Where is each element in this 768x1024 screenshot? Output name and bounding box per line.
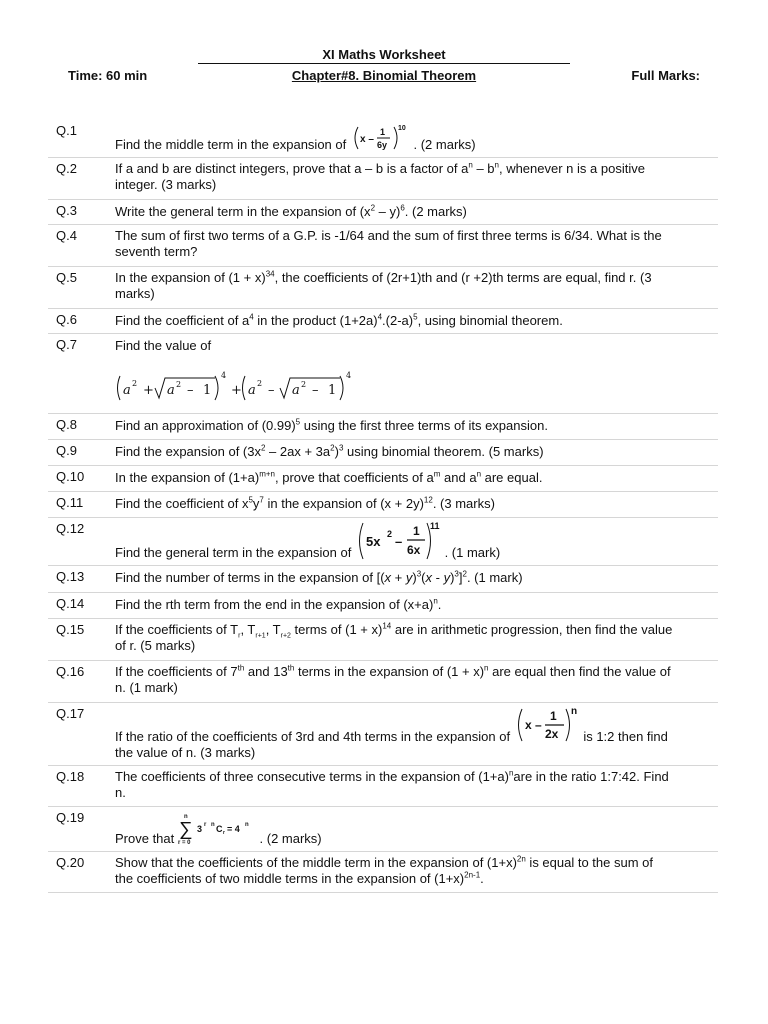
question-number: Q.7 bbox=[56, 337, 77, 352]
svg-text:4: 4 bbox=[346, 371, 352, 380]
question-number: Q.4 bbox=[56, 228, 77, 243]
svg-text:6x: 6x bbox=[406, 543, 421, 557]
question-text: Find the rth term from the end in the expansion of $(x+a)^n$. bbox=[115, 596, 442, 612]
question-number: Q.20 bbox=[56, 855, 85, 870]
title-rule bbox=[198, 63, 570, 64]
question-number: Q.9 bbox=[56, 443, 77, 458]
question-number: Q.5 bbox=[56, 270, 77, 285]
svg-text:n: n bbox=[210, 822, 215, 828]
svg-text:–: – bbox=[312, 383, 319, 398]
questions-table bbox=[48, 120, 718, 893]
question-text: The coefficients of three consecutive terms in the expansion of $(1+a)^nare$ in the ratio 1:7:42. Find n. bbox=[115, 768, 669, 800]
question-text: If the coefficients of $T_r$, $T_{r+1}$, $T_{r+2}$ terms of $(1 + x)^{14}$ are in arithmetic progression, then find the value of r. (5 marks) bbox=[115, 621, 673, 653]
svg-text:2: 2 bbox=[301, 380, 307, 389]
question-row bbox=[48, 414, 718, 440]
svg-text:2: 2 bbox=[257, 379, 263, 388]
q7-expression bbox=[115, 366, 355, 406]
svg-text:r = 0: r = 0 bbox=[177, 840, 191, 846]
svg-text:n: n bbox=[244, 822, 249, 828]
question-text: Find the general term in the expansion of 5x 2 – 1 6x 11 . (1 mark) bbox=[115, 521, 501, 560]
question-number: Q.2 bbox=[56, 161, 77, 176]
question-number: Q.8 bbox=[56, 417, 77, 432]
svg-text:2: 2 bbox=[132, 379, 138, 388]
svg-text:a: a bbox=[167, 383, 175, 398]
svg-text:5x: 5x bbox=[365, 534, 381, 549]
question-row bbox=[48, 309, 718, 334]
question-text: Find the middle term in the expansion of x – 1 6y 10 . (2 marks) bbox=[115, 125, 476, 152]
time-label: Time: 60 min bbox=[68, 68, 148, 83]
question-row bbox=[48, 492, 718, 518]
full-marks-label: Full Marks: bbox=[631, 68, 700, 83]
question-number: Q.16 bbox=[56, 664, 85, 679]
question-number: Q.1 bbox=[56, 123, 77, 138]
q19-expression bbox=[178, 811, 256, 847]
svg-text:n: n bbox=[570, 706, 577, 717]
svg-text:1: 1 bbox=[203, 383, 212, 398]
svg-text:–: – bbox=[187, 383, 194, 398]
question-row bbox=[48, 440, 718, 466]
question-text: Find the coefficient of $a^4$ in the product $(1+2a)^4.(2-a)^5$, using binomial theorem. bbox=[115, 312, 563, 328]
question-number: Q.13 bbox=[56, 569, 85, 584]
svg-text:x –: x – bbox=[524, 718, 542, 732]
svg-text:2: 2 bbox=[176, 380, 182, 389]
svg-text:a: a bbox=[123, 383, 131, 398]
svg-text:2x: 2x bbox=[544, 727, 559, 741]
question-text: If the ratio of the coefficients of 3rd and 4th terms in the expansion of x – 1 2x n is 1:2 then find the value of n. (3 marks) bbox=[115, 706, 668, 760]
svg-text:6y: 6y bbox=[376, 140, 387, 150]
svg-text:n: n bbox=[183, 814, 188, 820]
svg-text:a: a bbox=[292, 383, 300, 398]
question-number: Q.6 bbox=[56, 312, 77, 327]
worksheet-title: XI Maths Worksheet bbox=[322, 47, 446, 62]
svg-text:4: 4 bbox=[221, 371, 227, 380]
svg-text:∑: ∑ bbox=[178, 819, 193, 840]
question-row bbox=[48, 619, 718, 661]
question-number: Q.17 bbox=[56, 706, 85, 721]
svg-text:1: 1 bbox=[379, 127, 385, 137]
question-row bbox=[48, 566, 718, 593]
svg-text:= 4: = 4 bbox=[226, 824, 240, 834]
question-row bbox=[48, 466, 718, 492]
question-row bbox=[48, 661, 718, 703]
svg-text:1: 1 bbox=[328, 383, 337, 398]
svg-text:–: – bbox=[394, 534, 403, 549]
question-row bbox=[48, 852, 718, 893]
svg-text:r: r bbox=[203, 822, 207, 828]
svg-text:10: 10 bbox=[397, 125, 406, 132]
question-text: Find the expansion of $(3x^2 - 2ax + 3a^2)^3$ using binomial theorem. (5 marks) bbox=[115, 443, 544, 459]
chapter-heading-text: Chapter#8. Binomial Theorem bbox=[291, 68, 477, 83]
question-number: Q.3 bbox=[56, 203, 77, 218]
svg-text:+: + bbox=[143, 383, 154, 398]
question-number: Q.19 bbox=[56, 810, 85, 825]
q17-expression bbox=[514, 705, 580, 745]
question-row bbox=[48, 225, 718, 267]
question-row bbox=[48, 703, 718, 766]
svg-text:+: + bbox=[231, 383, 242, 398]
question-text: Write the general term in the expansion of $(x^2 - y)^6$. (2 marks) bbox=[115, 203, 467, 219]
q12-expression bbox=[355, 519, 441, 561]
question-text: Find the number of terms in the expansion of $[(x + y)^3(x - y)^3]^2$. (1 mark) bbox=[115, 569, 523, 585]
question-text: Prove that n ∑ r = 0 3 r n C r = 4 n . (2 marks) bbox=[115, 811, 714, 847]
svg-text:1: 1 bbox=[412, 524, 420, 538]
question-number: Q.18 bbox=[56, 769, 85, 784]
question-row bbox=[48, 334, 718, 414]
question-row bbox=[48, 120, 718, 158]
svg-text:a: a bbox=[248, 383, 256, 398]
svg-text:x –: x – bbox=[359, 134, 374, 145]
question-row bbox=[48, 200, 718, 225]
question-number: Q.15 bbox=[56, 622, 85, 637]
question-row bbox=[48, 267, 718, 309]
question-text: If a and b are distinct integers, prove that a – b is a factor of $a^n - b^n$, whenever n is a positive integer. (3 marks) bbox=[115, 160, 645, 192]
svg-text:C: C bbox=[215, 824, 223, 834]
question-number: Q.10 bbox=[56, 469, 85, 484]
svg-text:r: r bbox=[222, 830, 225, 836]
svg-text:11: 11 bbox=[429, 521, 440, 531]
question-row bbox=[48, 766, 718, 807]
svg-text:3: 3 bbox=[196, 824, 202, 834]
question-text: In the expansion of $(1 + x)^{34}$, the coefficients of (2r+1)th and (r +2)th terms are equal, find r. (3 marks) bbox=[115, 269, 652, 301]
q1-expression bbox=[350, 123, 410, 153]
question-text: Find the value of bbox=[115, 338, 212, 353]
question-text: The sum of first two terms of a G.P. is -1/64 and the sum of first three terms is 6/34. What is the seventh term? bbox=[115, 228, 662, 259]
question-number: Q.14 bbox=[56, 596, 85, 611]
question-text: If the coefficients of 7th and 13th terms in the expansion of $(1 + x)^n$ are equal then find the value of n. (1 mark) bbox=[115, 663, 671, 695]
question-text: Find an approximation of $(0.99)^5$ using the first three terms of its expansion. bbox=[115, 417, 548, 433]
question-text: Show that the coefficients of the middle term in the expansion of $(1+x)^{2n}$ is equal to the sum of the coefficients of two middle terms in the expansion of $(1+x)^{2n-1}$. bbox=[115, 854, 653, 886]
question-number: Q.12 bbox=[56, 521, 85, 536]
question-row bbox=[48, 518, 718, 566]
svg-text:1: 1 bbox=[549, 709, 557, 723]
question-text: Find the coefficient of $x^5y^7$ in the expansion of $(x + 2y)^{12}$. (3 marks) bbox=[115, 495, 495, 511]
question-row bbox=[48, 807, 718, 852]
svg-text:2: 2 bbox=[386, 529, 392, 539]
question-number: Q.11 bbox=[56, 495, 84, 510]
question-text: In the expansion of $(1+a)^{m+n}$, prove that coefficients of $a^m$ and $a^n$ are equal. bbox=[115, 469, 543, 485]
svg-text:–: – bbox=[268, 383, 275, 398]
question-row bbox=[48, 593, 718, 619]
question-row bbox=[48, 158, 718, 200]
